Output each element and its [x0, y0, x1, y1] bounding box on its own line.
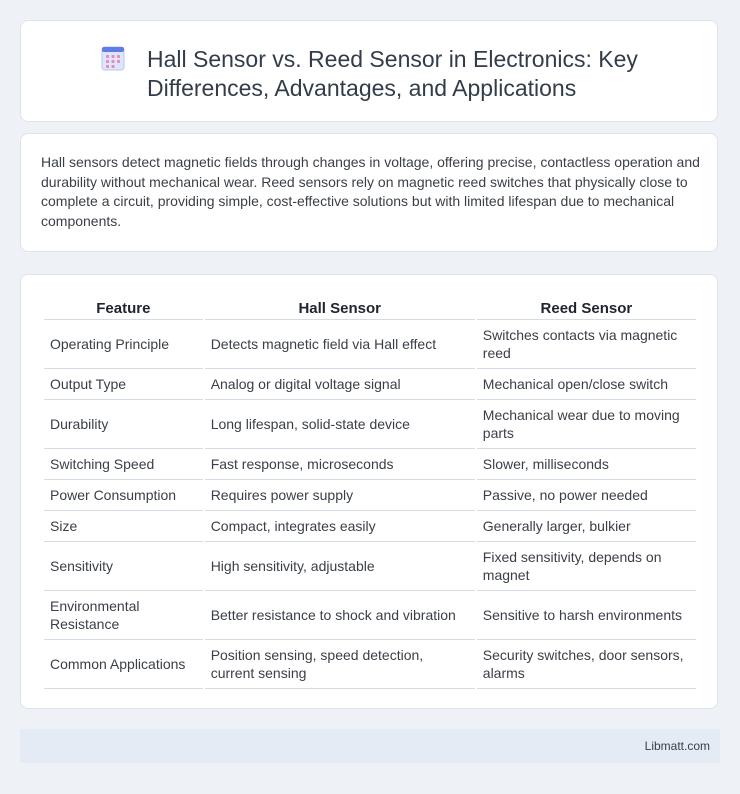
table-row: [44, 542, 696, 591]
feature-cell: Size: [44, 511, 203, 542]
table-row: [44, 400, 696, 449]
feature-cell: Power Consumption: [44, 480, 203, 511]
feature-cell: Environmental Resistance: [44, 591, 203, 640]
table-row: [44, 591, 696, 640]
reed-cell: Fixed sensitivity, depends on magnet: [477, 542, 696, 591]
feature-cell: Switching Speed: [44, 449, 203, 480]
reed-cell: Passive, no power needed: [477, 480, 696, 511]
hall-cell: Long lifespan, solid-state device: [205, 400, 475, 449]
feature-cell: Output Type: [44, 369, 203, 400]
table-row: [44, 449, 696, 480]
page-title: Hall Sensor vs. Reed Sensor in Electronics: Key Differences, Advantages, and Applications: [147, 46, 638, 101]
feature-cell: Sensitivity: [44, 542, 203, 591]
reed-cell: Switches contacts via magnetic reed: [477, 320, 696, 369]
comparison-table: [42, 297, 698, 689]
header-hall-sensor: Hall Sensor: [205, 297, 475, 320]
comparison-card: [20, 274, 718, 709]
table-header-row: [44, 297, 696, 320]
intro-card: [20, 133, 718, 252]
hall-cell: Fast response, microseconds: [205, 449, 475, 480]
title-card: [20, 20, 718, 122]
table-row: [44, 640, 696, 689]
reed-cell: Mechanical open/close switch: [477, 369, 696, 400]
table-row: [44, 511, 696, 542]
hall-cell: Analog or digital voltage signal: [205, 369, 475, 400]
feature-cell: Common Applications: [44, 640, 203, 689]
feature-cell: Operating Principle: [44, 320, 203, 369]
hall-cell: Compact, integrates easily: [205, 511, 475, 542]
reed-cell: Slower, milliseconds: [477, 449, 696, 480]
reed-cell: Sensitive to harsh environments: [477, 591, 696, 640]
table-row: [44, 320, 696, 369]
reed-cell: Generally larger, bulkier: [477, 511, 696, 542]
intro-paragraph: Hall sensors detect magnetic fields through changes in voltage, offering precise, contactless operation and durability without mechanical wear. Reed sensors rely on magnetic reed switches that physically close to complete a circuit, providing simple, cost-effective solutions but with limited lifespan due to mechanical components.: [41, 154, 700, 229]
hall-cell: High sensitivity, adjustable: [205, 542, 475, 591]
hall-cell: Detects magnetic field via Hall effect: [205, 320, 475, 369]
footer-bar: [20, 729, 720, 763]
header-feature: Feature: [44, 297, 203, 320]
hall-cell: Position sensing, speed detection, current sensing: [205, 640, 475, 689]
feature-cell: Durability: [44, 400, 203, 449]
hall-cell: Requires power supply: [205, 480, 475, 511]
reed-cell: Mechanical wear due to moving parts: [477, 400, 696, 449]
header-reed-sensor: Reed Sensor: [477, 297, 696, 320]
footer-brand-link[interactable]: Libmatt.com: [644, 739, 710, 753]
document-grid-icon: [101, 45, 125, 71]
hall-cell: Better resistance to shock and vibration: [205, 591, 475, 640]
table-row: [44, 480, 696, 511]
reed-cell: Security switches, door sensors, alarms: [477, 640, 696, 689]
table-row: [44, 369, 696, 400]
